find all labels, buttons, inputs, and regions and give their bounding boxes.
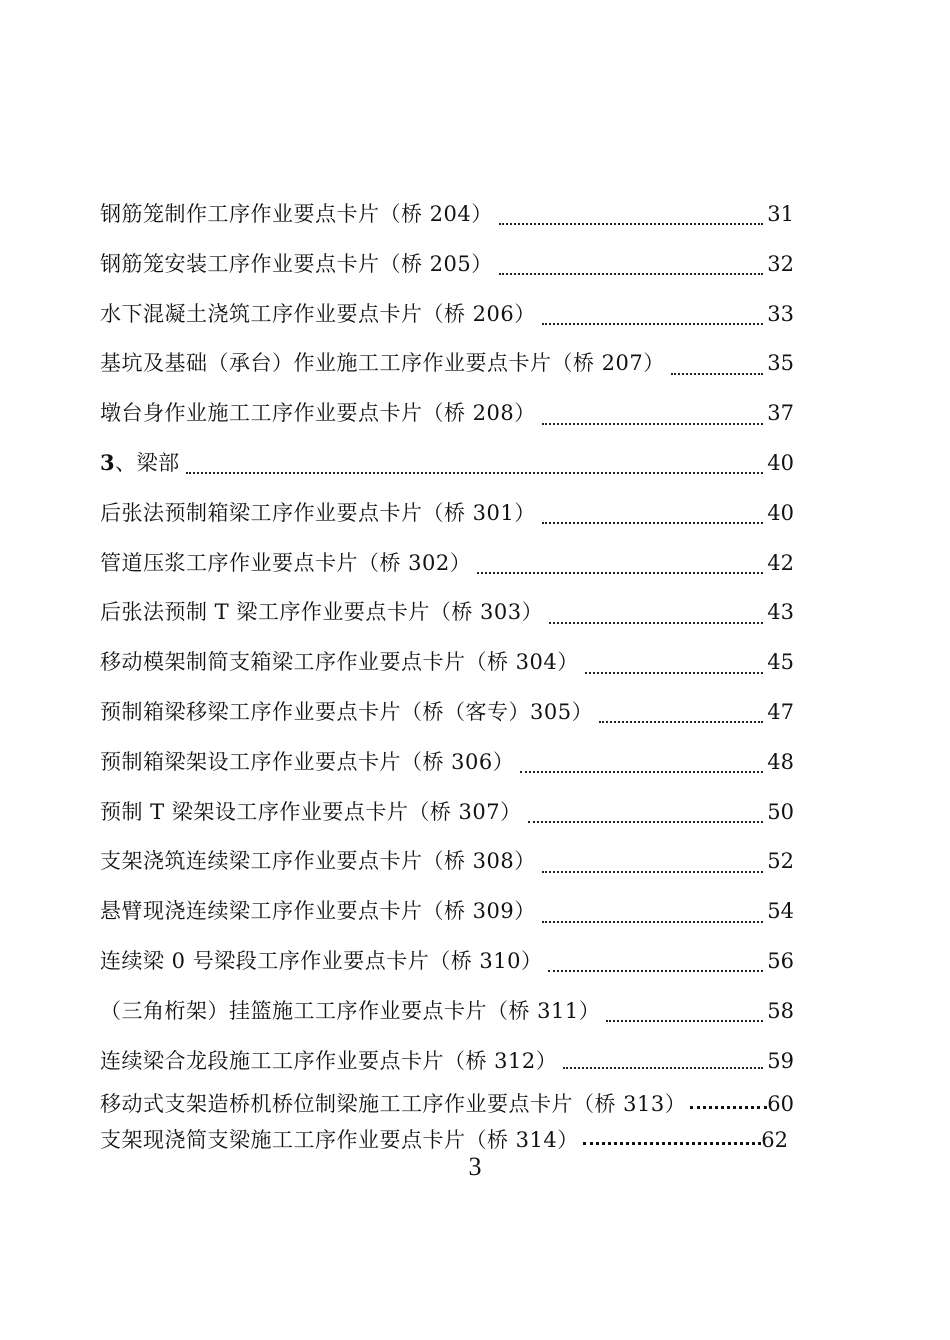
toc-section-heading[interactable] xyxy=(100,445,794,495)
toc-entry-label: 水下混凝土浇筑工序作业要点卡片（桥 206） xyxy=(100,301,536,326)
dot-leader xyxy=(542,410,764,431)
toc-entry-label: 管道压浆工序作业要点卡片（桥 302） xyxy=(100,550,472,575)
toc-entry-label: （三角桁架）挂篮施工工序作业要点卡片（桥 311） xyxy=(100,998,601,1023)
dot-leader xyxy=(599,708,763,729)
toc-entry-page: 62 xyxy=(761,1127,788,1152)
toc-entry-label: 钢筋笼制作工序作业要点卡片（桥 204） xyxy=(100,202,493,226)
toc-entry-page: 60 xyxy=(767,1091,794,1116)
dot-leader xyxy=(542,858,764,879)
toc-entry-page: 48 xyxy=(767,749,794,774)
toc-entry-page: 54 xyxy=(767,899,794,924)
dot-leader xyxy=(563,1054,763,1075)
toc-entry-page: 52 xyxy=(767,849,794,874)
dot-leader xyxy=(548,957,763,978)
toc-entry-page: 33 xyxy=(767,301,794,326)
toc-entry[interactable] xyxy=(100,1043,794,1086)
dot-leader xyxy=(606,1007,763,1028)
toc-entry-label: 连续梁合龙段施工工序作业要点卡片（桥 312） xyxy=(100,1048,558,1073)
toc-entry-label: 连续梁 0 号梁段工序作业要点卡片（桥 310） xyxy=(100,948,543,973)
toc-entry[interactable] xyxy=(100,594,794,644)
toc-entry-page: 32 xyxy=(767,251,794,276)
toc-entry-label: 墩台身作业施工工序作业要点卡片（桥 208） xyxy=(100,401,536,426)
toc-entry[interactable] xyxy=(100,395,794,445)
toc-entry-page: 40 xyxy=(767,450,794,475)
section-number: 3 xyxy=(100,449,116,475)
toc-entry[interactable] xyxy=(100,744,794,794)
toc-entry-page: 50 xyxy=(767,799,794,824)
toc-entry[interactable] xyxy=(100,843,794,893)
toc-entry[interactable] xyxy=(100,545,794,595)
dot-leader xyxy=(542,908,764,929)
toc-entry-label: 后张法预制 T 梁工序作业要点卡片（桥 303） xyxy=(100,600,544,625)
toc-entry[interactable] xyxy=(100,196,794,246)
toc-entry[interactable] xyxy=(100,1086,794,1122)
toc-entry-page: 43 xyxy=(767,600,794,625)
toc-entry[interactable] xyxy=(100,893,794,943)
toc-entry-label xyxy=(100,445,180,481)
toc-entry-label: 钢筋笼安装工序作业要点卡片（桥 205） xyxy=(100,251,493,276)
dot-leader xyxy=(549,609,763,630)
toc-entry-label: 预制箱梁架设工序作业要点卡片（桥 306） xyxy=(100,749,515,774)
toc-entry[interactable] xyxy=(100,993,794,1043)
dot-leader xyxy=(542,310,764,331)
dot-leader xyxy=(186,459,764,480)
toc-entry[interactable] xyxy=(100,296,794,346)
toc-entry-label: 预制箱梁移梁工序作业要点卡片（桥（客专）305） xyxy=(100,699,594,724)
toc-entry-page: 42 xyxy=(767,550,794,575)
section-title: 、梁部 xyxy=(115,450,180,475)
toc-entry[interactable] xyxy=(100,644,794,694)
dot-leader xyxy=(499,260,764,281)
toc-entry-page: 58 xyxy=(767,998,794,1023)
toc-entry-label: 移动式支架造桥机桥位制梁施工工序作业要点卡片（桥 313） xyxy=(100,1091,687,1116)
table-of-contents xyxy=(100,196,794,1158)
toc-entry[interactable] xyxy=(100,345,794,395)
toc-entry[interactable] xyxy=(100,246,794,296)
dot-leader xyxy=(477,559,763,580)
toc-entry-page: 40 xyxy=(767,500,794,525)
dot-leader xyxy=(520,758,763,779)
toc-entry[interactable] xyxy=(100,794,794,844)
toc-entry-page: 37 xyxy=(767,401,794,426)
toc-entry[interactable] xyxy=(100,943,794,993)
dot-leader xyxy=(499,210,764,231)
toc-entry-page: 45 xyxy=(767,650,794,675)
toc-entry-page: 56 xyxy=(767,948,794,973)
dot-leader xyxy=(690,1093,767,1114)
toc-entry-page: 35 xyxy=(767,351,794,376)
dot-leader xyxy=(528,808,764,829)
toc-entry-label: 预制 T 梁架设工序作业要点卡片（桥 307） xyxy=(100,799,522,824)
toc-entry[interactable] xyxy=(100,495,794,545)
toc-entry-label: 支架现浇简支梁施工工序作业要点卡片（桥 314） xyxy=(100,1127,579,1152)
toc-entry[interactable] xyxy=(100,694,794,744)
dot-leader xyxy=(585,659,764,680)
toc-entry-label: 基坑及基础（承台）作业施工工序作业要点卡片（桥 207） xyxy=(100,351,665,376)
dot-leader xyxy=(671,360,764,381)
toc-entry-page: 47 xyxy=(767,699,794,724)
toc-entry-page: 31 xyxy=(767,202,794,226)
page-number: 3 xyxy=(468,1152,482,1181)
toc-entry-label: 移动模架制简支箱梁工序作业要点卡片（桥 304） xyxy=(100,650,579,675)
toc-entry-label: 后张法预制箱梁工序作业要点卡片（桥 301） xyxy=(100,500,536,525)
toc-entry-label: 支架浇筑连续梁工序作业要点卡片（桥 308） xyxy=(100,849,536,874)
dot-leader xyxy=(583,1129,762,1150)
dot-leader xyxy=(542,509,764,530)
toc-entry-page: 59 xyxy=(767,1048,794,1073)
toc-entry-label: 悬臂现浇连续梁工序作业要点卡片（桥 309） xyxy=(100,899,536,924)
